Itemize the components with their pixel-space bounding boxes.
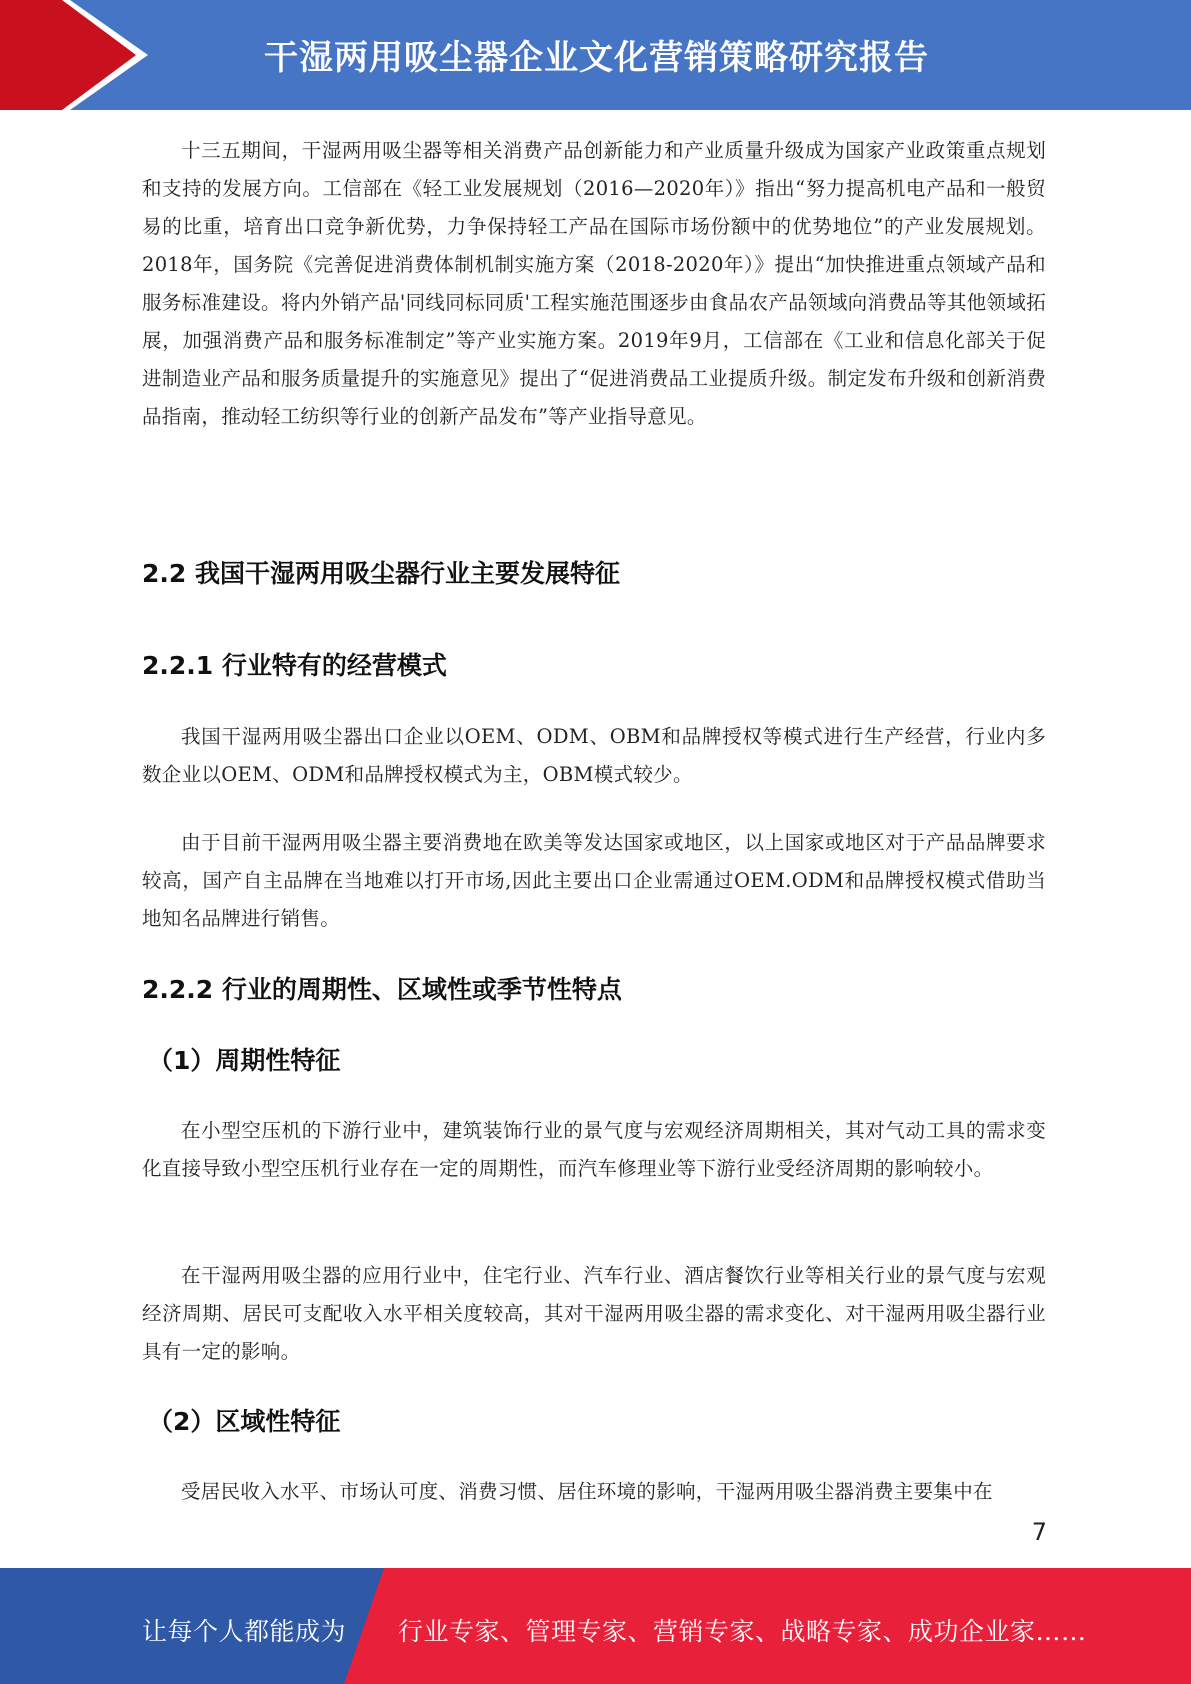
business-model-paragraph-2: 由于目前干湿两用吸尘器主要消费地在欧美等发达国家或地区，以上国家或地区对于产品品牌要求较高，国产自主品牌在当地难以打开市场,因此主要出口企业需通过OEM.ODM和品牌授权模式借助当地知名品牌进行销售。 xyxy=(142,831,1046,930)
subheading-regionality: （2）区域性特征 xyxy=(148,1407,341,1436)
section-heading-2-2-1: 2.2.1 行业特有的经营模式 xyxy=(142,651,447,680)
footer-slogan-right: 行业专家、管理专家、营销专家、战略专家、成功企业家…… xyxy=(398,1617,1087,1646)
section-heading-2-2-2: 2.2.2 行业的周期性、区域性或季节性特点 xyxy=(142,975,622,1004)
cyclicality-paragraph-2-wrap xyxy=(142,1257,1046,1371)
subheading-cyclicality: （1）周期性特征 xyxy=(148,1046,341,1075)
footer-slogan-left: 让每个人都能成为 xyxy=(142,1617,347,1646)
page-number: 7 xyxy=(1031,1518,1047,1546)
business-model-paragraph-1-wrap xyxy=(142,718,1046,794)
red-chevron-decoration xyxy=(0,0,160,110)
header-banner xyxy=(0,0,1191,110)
report-title: 干湿两用吸尘器企业文化营销策略研究报告 xyxy=(264,38,929,78)
cyclicality-paragraph-1-wrap xyxy=(142,1112,1046,1188)
intro-section xyxy=(142,132,1046,436)
regionality-paragraph-wrap xyxy=(142,1473,1046,1511)
cyclicality-paragraph-1: 在小型空压机的下游行业中，建筑装饰行业的景气度与宏观经济周期相关，其对气动工具的需求变化直接导致小型空压机行业存在一定的周期性，而汽车修理业等下游行业受经济周期的影响较小。 xyxy=(142,1119,1046,1180)
cyclicality-paragraph-2: 在干湿两用吸尘器的应用行业中，住宅行业、汽车行业、酒店餐饮行业等相关行业的景气度与宏观经济周期、居民可支配收入水平相关度较高，其对干湿两用吸尘器的需求变化、对干湿两用吸尘器行业具有一定的影响。 xyxy=(142,1264,1046,1363)
regionality-paragraph: 受居民收入水平、市场认可度、消费习惯、居住环境的影响，干湿两用吸尘器消费主要集中在 xyxy=(181,1480,993,1503)
footer-banner xyxy=(0,1568,1191,1684)
business-model-paragraph-1: 我国干湿两用吸尘器出口企业以OEM、ODM、OBM和品牌授权等模式进行生产经营，行业内多数企业以OEM、ODM和品牌授权模式为主，OBM模式较少。 xyxy=(142,725,1046,786)
section-heading-2-2: 2.2 我国干湿两用吸尘器行业主要发展特征 xyxy=(142,559,620,588)
intro-paragraph: 十三五期间，干湿两用吸尘器等相关消费产品创新能力和产业质量升级成为国家产业政策重点规划和支持的发展方向。工信部在《轻工业发展规划（2016—2020年）》指出“努力提高机电产品和一般贸易的比重，培育出口竞争新优势，力争保持轻工产品在国际市场份额中的优势地位”的产业发展规划。2018年，国务院《完善促进消费体制机制实施方案（2018-2020年）》提出“加快推进重点领域产品和服务标准建设。将内外销产品'同线同标同质'工程实施范围逐步由食品农产品领域向消费品等其他领域拓展，加强消费产品和服务标准制定”等产业实施方案。2019年9月，工信部在《工业和信息化部关于促进制造业产品和服务质量提升的实施意见》提出了“促进消费品工业提质升级。制定发布升级和创新消费品指南，推动轻工纺织等行业的创新产品发布”等产业指导意见。 xyxy=(142,139,1046,428)
business-model-paragraph-2-wrap xyxy=(142,824,1046,938)
